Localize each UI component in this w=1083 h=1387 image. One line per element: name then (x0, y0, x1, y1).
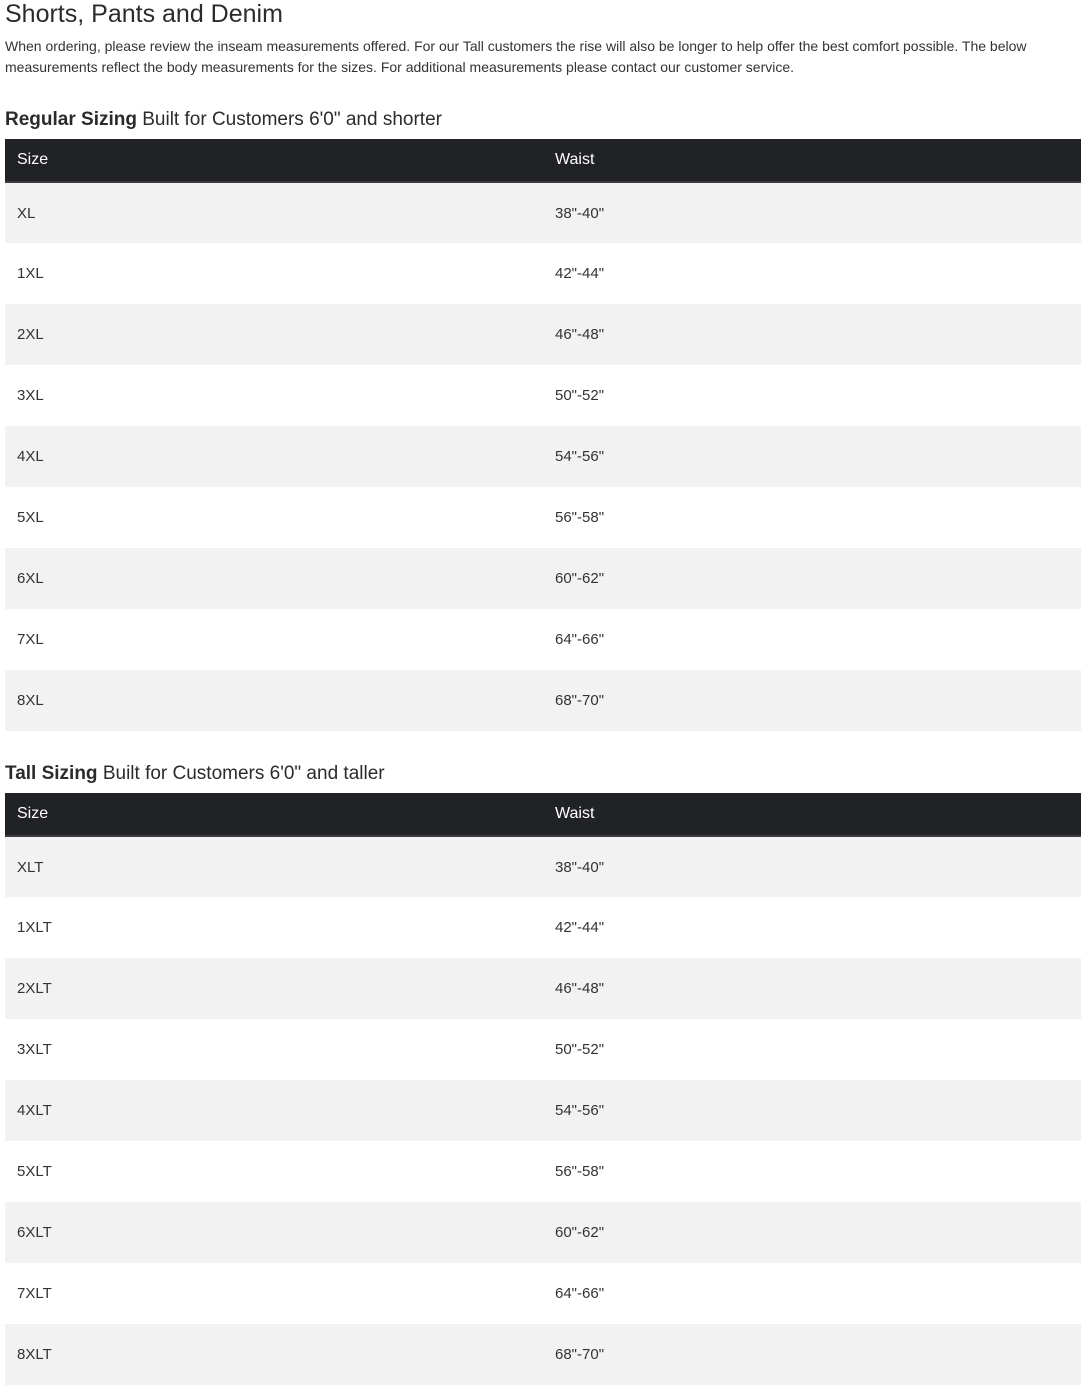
table-row (5, 670, 1081, 731)
column-header-size: Size (5, 139, 555, 182)
waist-cell: 60"-62" (555, 570, 605, 587)
table-row (5, 1080, 1081, 1141)
size-cell: 6XLT (17, 1224, 52, 1241)
table-row (5, 1019, 1081, 1080)
size-cell: 2XLT (17, 980, 52, 997)
tall-size-table (5, 793, 1081, 1385)
size-cell: 7XL (17, 631, 44, 648)
table-row (5, 1324, 1081, 1385)
waist-cell: 54"-56" (555, 1102, 605, 1119)
waist-cell: 50"-52" (555, 1041, 605, 1058)
column-header-size: Size (5, 793, 555, 836)
regular-size-table (5, 139, 1081, 731)
waist-cell: 54"-56" (555, 448, 605, 465)
table-row (5, 609, 1081, 670)
size-cell: 1XL (17, 265, 44, 282)
table-row (5, 1263, 1081, 1324)
size-chart-page (5, 0, 1081, 1363)
waist-cell: 50"-52" (555, 387, 605, 404)
waist-cell: 68"-70" (555, 692, 605, 709)
size-cell: 8XLT (17, 1346, 52, 1363)
size-cell: 1XLT (17, 919, 52, 936)
tall-sizing-heading-strong: Tall Sizing (5, 763, 98, 784)
waist-cell: 56"-58" (555, 1163, 605, 1180)
table-row (5, 548, 1081, 609)
table-row (5, 304, 1081, 365)
table-row (5, 958, 1081, 1019)
waist-cell: 64"-66" (555, 631, 605, 648)
waist-cell: 42"-44" (555, 265, 605, 282)
size-cell: 4XLT (17, 1102, 52, 1119)
table-header-row (5, 139, 1081, 182)
table-row (5, 182, 1081, 243)
waist-cell: 56"-58" (555, 509, 605, 526)
waist-cell: 68"-70" (555, 1346, 605, 1363)
size-cell: XL (17, 204, 36, 222)
regular-sizing-heading-rest: Built for Customers 6'0" and shorter (136, 109, 442, 130)
waist-cell: 46"-48" (555, 326, 605, 343)
waist-cell: 60"-62" (555, 1224, 605, 1241)
table-row (5, 426, 1081, 487)
regular-sizing-heading (5, 108, 442, 132)
table-row (5, 1141, 1081, 1202)
column-header-waist: Waist (555, 793, 1081, 836)
waist-cell: 46"-48" (555, 980, 605, 997)
waist-cell: 38"-40" (555, 858, 605, 876)
page-title: Shorts, Pants and Denim (5, 0, 283, 28)
size-cell: 2XL (17, 326, 44, 343)
table-row (5, 1202, 1081, 1263)
size-cell: 6XL (17, 570, 44, 587)
size-cell: 5XL (17, 509, 44, 526)
waist-cell: 42"-44" (555, 919, 605, 936)
size-cell: 4XL (17, 448, 44, 465)
waist-cell: 38"-40" (555, 204, 605, 222)
table-header-row (5, 793, 1081, 836)
table-row (5, 897, 1081, 958)
tall-sizing-heading-rest: Built for Customers 6'0" and taller (97, 763, 385, 784)
table-row (5, 836, 1081, 897)
regular-sizing-heading-strong: Regular Sizing (5, 109, 137, 130)
column-header-waist: Waist (555, 139, 1081, 182)
size-cell: XLT (17, 858, 44, 876)
intro-text: When ordering, please review the inseam measurements offered. For our Tall customers the rise will also be longer to help offer the best comfort possible. The below measurements reflect the body measurements for the sizes. For additional measurements please contact our customer service. (5, 38, 1027, 75)
table-row (5, 487, 1081, 548)
size-cell: 3XLT (17, 1041, 52, 1058)
size-cell: 8XL (17, 692, 44, 709)
tall-sizing-heading (5, 762, 385, 786)
size-cell: 5XLT (17, 1163, 52, 1180)
table-row (5, 243, 1081, 304)
waist-cell: 64"-66" (555, 1285, 605, 1302)
size-cell: 3XL (17, 387, 44, 404)
table-row (5, 365, 1081, 426)
size-cell: 7XLT (17, 1285, 52, 1302)
